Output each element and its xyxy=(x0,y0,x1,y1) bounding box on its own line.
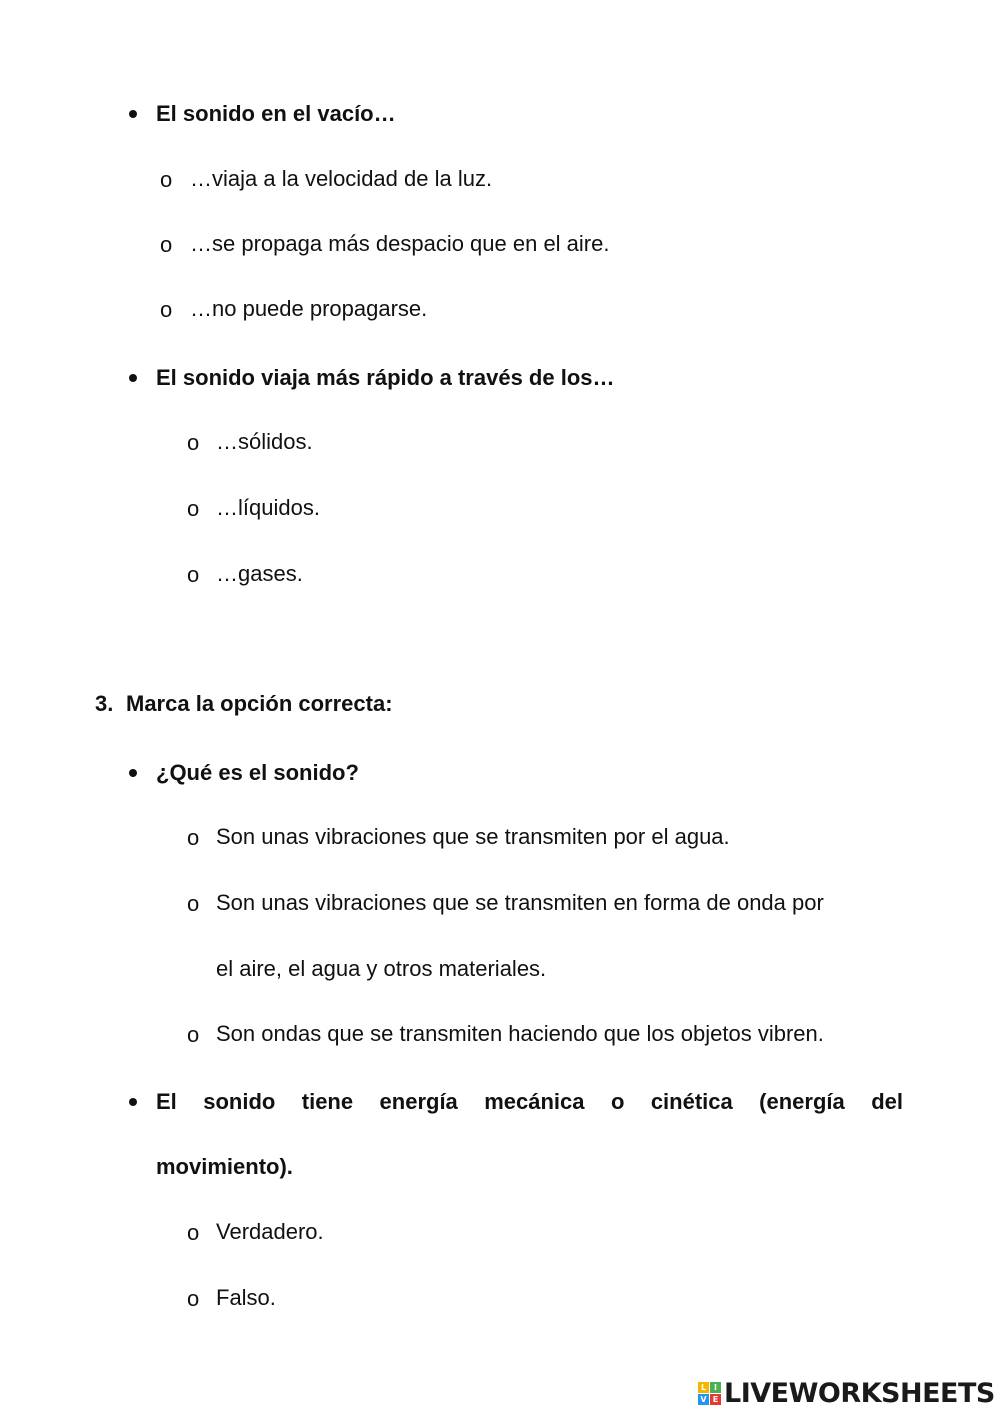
question-word: (energía xyxy=(759,1089,845,1114)
logo-letter: L xyxy=(698,1382,709,1393)
question-word: tiene xyxy=(301,1089,354,1114)
question-word: energía xyxy=(379,1089,458,1114)
bullet-icon xyxy=(129,110,137,118)
option-false: Falso. xyxy=(216,1285,276,1310)
option-circle-icon[interactable]: o xyxy=(187,891,200,916)
option-sound-2-line1: Son unas vibraciones que se transmiten en forma de onda por xyxy=(216,890,824,915)
section-title: Marca la opción correcta: xyxy=(126,691,393,716)
option-true: Verdadero. xyxy=(216,1219,324,1244)
option-circle-icon[interactable]: o xyxy=(160,232,173,257)
question-word: del xyxy=(871,1089,903,1114)
question-speed-medium: El sonido viaja más rápido a través de los… xyxy=(156,365,615,390)
option-circle-icon[interactable]: o xyxy=(187,1220,200,1245)
question-energy-line1 xyxy=(156,1087,903,1117)
option-circle-icon[interactable]: o xyxy=(187,562,200,587)
question-word: sonido xyxy=(203,1089,276,1114)
option-medium-solids: …sólidos. xyxy=(216,429,313,454)
bullet-icon xyxy=(129,1098,137,1106)
option-sound-1: Son unas vibraciones que se transmiten por el agua. xyxy=(216,824,730,849)
logo-text: LIVEWORKSHEETS xyxy=(724,1378,995,1409)
option-sound-3: Son ondas que se transmiten haciendo que los objetos vibren. xyxy=(216,1021,824,1046)
logo-letter: V xyxy=(698,1394,709,1405)
bullet-icon xyxy=(129,769,137,777)
option-circle-icon[interactable]: o xyxy=(187,496,200,521)
option-circle-icon[interactable]: o xyxy=(160,297,173,322)
option-medium-gases: …gases. xyxy=(216,561,303,586)
option-vacuum-3: …no puede propagarse. xyxy=(190,296,428,321)
bullet-icon xyxy=(129,374,137,382)
option-sound-2-line2: el aire, el agua y otros materiales. xyxy=(216,956,547,981)
liveworksheets-logo xyxy=(698,1378,995,1409)
option-vacuum-2: …se propaga más despacio que en el aire. xyxy=(190,231,610,256)
option-circle-icon[interactable]: o xyxy=(160,167,173,192)
question-energy-line2: movimiento). xyxy=(156,1154,293,1179)
option-circle-icon[interactable]: o xyxy=(187,430,200,455)
section-number: 3. xyxy=(95,691,114,716)
option-medium-liquids: …líquidos. xyxy=(216,495,320,520)
question-word: mecánica xyxy=(484,1089,585,1114)
option-circle-icon[interactable]: o xyxy=(187,1022,200,1047)
question-word: cinética xyxy=(650,1089,733,1114)
question-word: El xyxy=(156,1089,177,1114)
logo-letter: I xyxy=(710,1382,721,1393)
option-vacuum-1: …viaja a la velocidad de la luz. xyxy=(190,166,493,191)
question-what-is-sound: ¿Qué es el sonido? xyxy=(156,760,359,785)
option-circle-icon[interactable]: o xyxy=(187,1286,200,1311)
logo-letter: E xyxy=(710,1394,721,1405)
question-vacuum: El sonido en el vacío… xyxy=(156,101,396,126)
option-circle-icon[interactable]: o xyxy=(187,825,200,850)
question-word: o xyxy=(610,1089,625,1114)
logo-mark-icon xyxy=(698,1382,721,1405)
